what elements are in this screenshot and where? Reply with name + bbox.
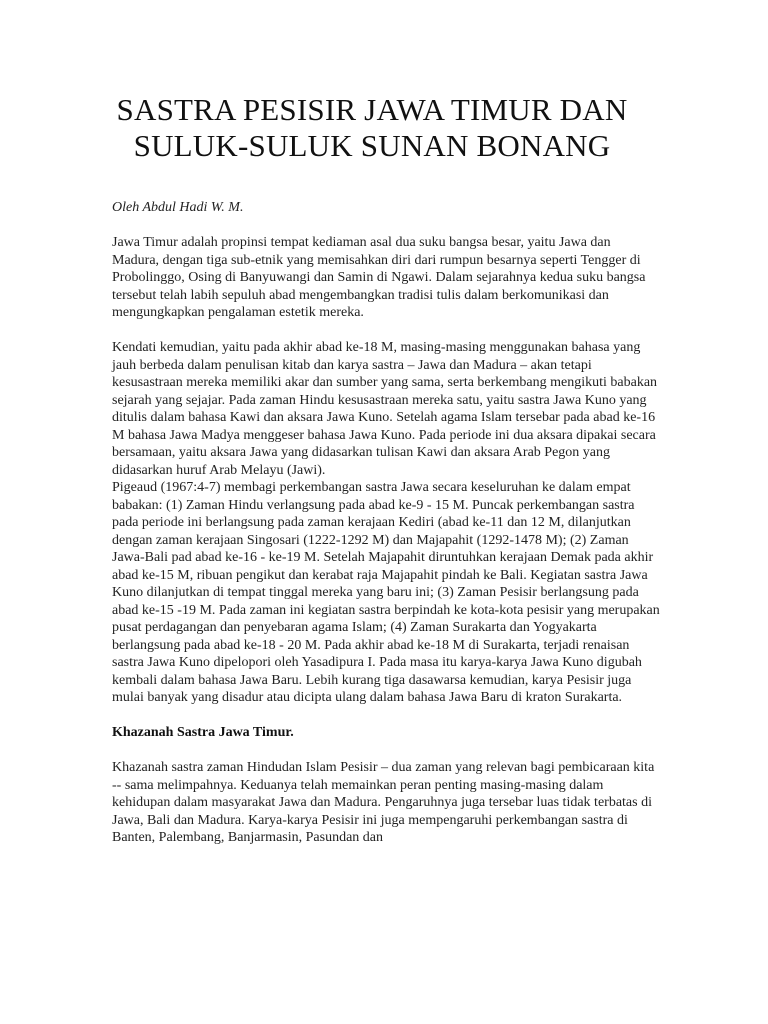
paragraph-khazanah: Khazanah sastra zaman Hindudan Islam Pesisir – dua zaman yang relevan bagi pembicaraan kita -- sama melimpahnya. Keduanya telah memainkan peran penting masing-masing dalam kehidupan dalam masyarakat Jawa dan Madura. Pengaruhnya juga tersebar luas tidak terbatas di Jawa, Bali dan Madura. Karya-karya Pesisir ini juga mempengaruhi perkembangan sastra di Banten, Palembang, Banjarmasin, Pasundan dan xyxy=(112,760,655,845)
title-line-2: SULUK-SULUK SUNAN BONANG xyxy=(133,128,611,163)
paragraph-history: Kendati kemudian, yaitu pada akhir abad ke-18 M, masing-masing menggunakan bahasa yang jauh berbeda dalam penulisan kitab dan karya sastra – Jawa dan Madura – akan tetapi kesusastraan mereka memiliki akar dan sumber yang sama, serta berkembang mengikuti babakan sejarah yang sejajar. Pada zaman Hindu kesusastraan mereka satu, yaitu sastra Jawa Kuno yang ditulis dalam bahasa Kawi dan aksara Jawa Kuno. Setelah agama Islam tersebar pada abad ke-16 M bahasa Jawa Madya menggeser bahasa Jawa Kuno. Pada periode ini dua aksara dipakai secara bersamaan, yaitu aksara Jawa yang didasarkan tulisan Kawi dan aksara Arab Pegon yang didasarkan huruf Arab Melayu (Jawi). xyxy=(112,340,658,478)
section-heading: Khazanah Sastra Jawa Timur. xyxy=(112,725,294,740)
document-page xyxy=(112,92,660,847)
paragraph-intro: Jawa Timur adalah propinsi tempat kediaman asal dua suku bangsa besar, yaitu Jawa dan Madura, dengan tiga sub-etnik yang memisahkan diri dari rumpun besarnya seperti Tengger di Probolinggo, Osing di Banyuwangi dan Samin di Ngawi. Dalam sejarahnya kedua suku bangsa tersebut telah labih sepuluh abad mengembangkan tradisi tulis dalam berkomunikasi dan mengungkapkan pengalaman estetik mereka. xyxy=(112,235,646,320)
spacer xyxy=(112,322,660,340)
document-title xyxy=(112,92,632,164)
spacer xyxy=(112,707,660,725)
spacer xyxy=(112,742,660,760)
author-byline: Oleh Abdul Hadi W. M. xyxy=(112,200,244,215)
spacer xyxy=(112,217,660,235)
title-line-1: SASTRA PESISIR JAWA TIMUR DAN xyxy=(116,92,628,127)
paragraph-pigeaud: Pigeaud (1967:4-7) membagi perkembangan sastra Jawa secara keseluruhan ke dalam empat babakan: (1) Zaman Hindu verlangsung pada abad ke-9 - 15 M. Puncak perkembangan sastra pada periode ini berlangsung pada zaman kerajaan Kediri (abad ke-11 dan 12 M, dilanjutkan dengan zaman kerajaan Singosari (1222-1292 M) dan Majapahit (1292-1478 M); (2) Zaman Jawa-Bali pad abad ke-16 - ke-19 M. Setelah Majapahit diruntuhkan kerajaan Demak pada akhir abad ke-15 M, ribuan pengikut dan kerabat raja Majapahit pindah ke Bali. Kegiatan sastra Jawa Kuno dilanjutkan di tempat tinggal mereka yang baru ini; (3) Zaman Pesisir berlangsung pada abad ke-15 -19 M. Pada zaman ini kegiatan sastra berpindah ke kota-kota pesisir yang merupakan pusat perdagangan dan penyebaran agama Islam; (4) Zaman Surakarta dan Yogyakarta berlangsung pada abad ke-18 - 20 M. Pada akhir abad ke-18 M di Surakarta, terjadi renaisan sastra Jawa Kuno dipelopori oleh Yasadipura I. Pada masa itu karya-karya Jawa Kuno digubah kembali dalam bahasa Jawa Baru. Lebih kurang tiga dasawarsa kemudian, karya Pesisir juga mulai banyak yang disadur atau dicipta ulang dalam bahasa Jawa Baru di kraton Surakarta. xyxy=(112,480,660,705)
